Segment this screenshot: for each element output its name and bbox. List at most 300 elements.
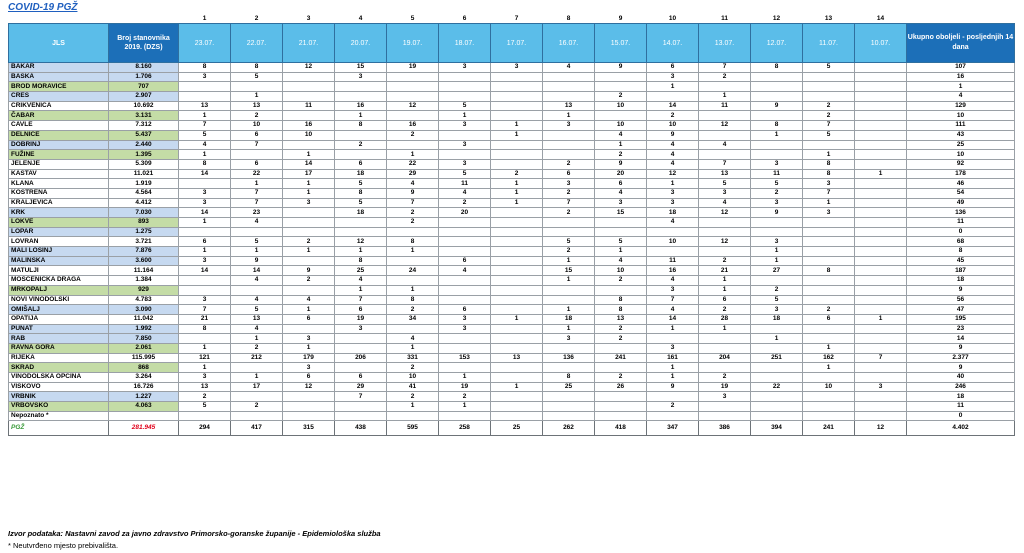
header-date: 16.07. bbox=[543, 24, 595, 63]
municipality-name: LOKVE bbox=[9, 218, 109, 228]
daily-case-count: 8 bbox=[803, 169, 855, 179]
daily-case-count: 5 bbox=[439, 101, 491, 111]
daily-case-count bbox=[751, 324, 803, 334]
daily-case-count bbox=[543, 227, 595, 237]
daily-case-count bbox=[335, 150, 387, 160]
daily-case-count: 8 bbox=[335, 121, 387, 131]
population-value: 16.726 bbox=[109, 382, 179, 392]
daily-case-count: 6 bbox=[179, 237, 231, 247]
daily-case-count bbox=[803, 82, 855, 92]
daily-case-count: 7 bbox=[231, 198, 283, 208]
daily-case-count: 10 bbox=[283, 130, 335, 140]
daily-case-count bbox=[179, 285, 231, 295]
header-date: 14.07. bbox=[647, 24, 699, 63]
municipality-name: KOSTRENA bbox=[9, 188, 109, 198]
daily-case-count: 1 bbox=[387, 150, 439, 160]
municipality-name: BAŠKA bbox=[9, 72, 109, 82]
daily-case-count: 1 bbox=[179, 111, 231, 121]
population-value: 2.907 bbox=[109, 92, 179, 102]
daily-case-count bbox=[803, 237, 855, 247]
daily-case-count bbox=[439, 276, 491, 286]
municipality-name: KRK bbox=[9, 208, 109, 218]
daily-case-count: 10 bbox=[595, 121, 647, 131]
daily-case-count bbox=[439, 150, 491, 160]
municipality-name: VRBOVSKO bbox=[9, 402, 109, 412]
daily-case-count bbox=[491, 159, 543, 169]
daily-case-count: 2 bbox=[699, 305, 751, 315]
daily-case-count: 3 bbox=[283, 198, 335, 208]
header-jls: JLS bbox=[9, 24, 109, 63]
daily-case-count: 7 bbox=[699, 63, 751, 73]
daily-case-count: 1 bbox=[595, 140, 647, 150]
daily-case-count: 5 bbox=[699, 179, 751, 189]
daily-case-count bbox=[543, 411, 595, 421]
daily-case-count: 4 bbox=[595, 130, 647, 140]
daily-case-count bbox=[335, 343, 387, 353]
daily-case-count: 5 bbox=[231, 237, 283, 247]
daily-case-count bbox=[491, 111, 543, 121]
daily-case-count: 8 bbox=[179, 324, 231, 334]
daily-case-count: 7 bbox=[647, 295, 699, 305]
daily-case-count bbox=[803, 92, 855, 102]
summary-daily-total: 595 bbox=[387, 421, 439, 436]
municipality-name: VIŠKOVO bbox=[9, 382, 109, 392]
municipality-name: OMIŠALJ bbox=[9, 305, 109, 315]
covid-table-wrapper bbox=[8, 14, 1014, 436]
daily-case-count: 3 bbox=[439, 159, 491, 169]
daily-case-count: 3 bbox=[439, 324, 491, 334]
daily-case-count bbox=[595, 285, 647, 295]
daily-case-count: 10 bbox=[595, 266, 647, 276]
total-case-count: 45 bbox=[907, 256, 1015, 266]
daily-case-count bbox=[491, 82, 543, 92]
daily-case-count: 4 bbox=[543, 63, 595, 73]
daily-case-count bbox=[699, 218, 751, 228]
daily-case-count: 13 bbox=[179, 101, 231, 111]
daily-case-count bbox=[751, 82, 803, 92]
daily-case-count bbox=[179, 179, 231, 189]
daily-case-count bbox=[491, 218, 543, 228]
daily-case-count: 2 bbox=[439, 198, 491, 208]
daily-case-count: 18 bbox=[647, 208, 699, 218]
daily-case-count: 19 bbox=[439, 382, 491, 392]
daily-case-count bbox=[855, 276, 907, 286]
daily-case-count bbox=[491, 256, 543, 266]
total-case-count: 10 bbox=[907, 150, 1015, 160]
table-row bbox=[9, 343, 1015, 353]
daily-case-count: 1 bbox=[387, 343, 439, 353]
daily-case-count bbox=[335, 92, 387, 102]
daily-case-count: 13 bbox=[231, 314, 283, 324]
daily-case-count: 2 bbox=[595, 92, 647, 102]
daily-case-count bbox=[699, 411, 751, 421]
population-value: 4.063 bbox=[109, 402, 179, 412]
daily-case-count: 1 bbox=[491, 179, 543, 189]
daily-case-count bbox=[491, 343, 543, 353]
daily-case-count: 3 bbox=[855, 382, 907, 392]
daily-case-count bbox=[855, 101, 907, 111]
daily-case-count: 12 bbox=[699, 237, 751, 247]
daily-case-count bbox=[179, 227, 231, 237]
daily-case-count bbox=[751, 140, 803, 150]
daily-case-count: 6 bbox=[439, 305, 491, 315]
column-number: 12 bbox=[751, 14, 803, 24]
daily-case-count: 1 bbox=[439, 373, 491, 383]
municipality-name: LOVRAN bbox=[9, 237, 109, 247]
daily-case-count: 18 bbox=[751, 314, 803, 324]
daily-case-count: 3 bbox=[803, 208, 855, 218]
daily-case-count bbox=[491, 373, 543, 383]
daily-case-count bbox=[803, 402, 855, 412]
table-row bbox=[9, 305, 1015, 315]
daily-case-count: 1 bbox=[647, 82, 699, 92]
daily-case-count: 3 bbox=[439, 63, 491, 73]
daily-case-count: 9 bbox=[387, 188, 439, 198]
daily-case-count bbox=[491, 324, 543, 334]
summary-row bbox=[9, 421, 1015, 436]
daily-case-count: 6 bbox=[231, 130, 283, 140]
daily-case-count: 3 bbox=[751, 305, 803, 315]
daily-case-count bbox=[803, 140, 855, 150]
daily-case-count: 6 bbox=[231, 159, 283, 169]
daily-case-count: 2 bbox=[387, 130, 439, 140]
population-value: 11.042 bbox=[109, 314, 179, 324]
table-row bbox=[9, 266, 1015, 276]
header-row bbox=[9, 24, 1015, 63]
population-value: 4.412 bbox=[109, 198, 179, 208]
daily-case-count bbox=[491, 101, 543, 111]
daily-case-count bbox=[855, 411, 907, 421]
daily-case-count bbox=[387, 140, 439, 150]
total-case-count: 14 bbox=[907, 334, 1015, 344]
daily-case-count bbox=[751, 276, 803, 286]
daily-case-count bbox=[855, 295, 907, 305]
daily-case-count: 4 bbox=[647, 159, 699, 169]
daily-case-count: 204 bbox=[699, 353, 751, 363]
daily-case-count: 12 bbox=[699, 208, 751, 218]
daily-case-count: 13 bbox=[231, 101, 283, 111]
daily-case-count: 41 bbox=[387, 382, 439, 392]
daily-case-count bbox=[491, 305, 543, 315]
daily-case-count bbox=[595, 111, 647, 121]
population-value: 4.564 bbox=[109, 188, 179, 198]
population-value: 10.692 bbox=[109, 101, 179, 111]
daily-case-count: 1 bbox=[231, 92, 283, 102]
population-value: 1.275 bbox=[109, 227, 179, 237]
daily-case-count bbox=[751, 402, 803, 412]
daily-case-count: 8 bbox=[231, 63, 283, 73]
total-case-count: 0 bbox=[907, 411, 1015, 421]
column-number: 1 bbox=[179, 14, 231, 24]
daily-case-count bbox=[543, 218, 595, 228]
daily-case-count bbox=[439, 285, 491, 295]
daily-case-count: 3 bbox=[647, 343, 699, 353]
column-number: 5 bbox=[387, 14, 439, 24]
total-case-count: 47 bbox=[907, 305, 1015, 315]
daily-case-count bbox=[699, 343, 751, 353]
total-case-count: 54 bbox=[907, 188, 1015, 198]
daily-case-count bbox=[231, 82, 283, 92]
daily-case-count: 1 bbox=[699, 92, 751, 102]
daily-case-count bbox=[803, 247, 855, 257]
daily-case-count: 5 bbox=[179, 130, 231, 140]
daily-case-count bbox=[387, 111, 439, 121]
daily-case-count bbox=[439, 247, 491, 257]
daily-case-count: 2 bbox=[387, 218, 439, 228]
table-row bbox=[9, 101, 1015, 111]
daily-case-count: 1 bbox=[699, 285, 751, 295]
daily-case-count: 3 bbox=[283, 334, 335, 344]
daily-case-count: 1 bbox=[595, 247, 647, 257]
daily-case-count: 16 bbox=[283, 121, 335, 131]
daily-case-count: 6 bbox=[699, 295, 751, 305]
table-row bbox=[9, 285, 1015, 295]
total-case-count: 8 bbox=[907, 247, 1015, 257]
header-total-14-days: Ukupno oboljeli - posljednjih 14 dana bbox=[907, 24, 1015, 63]
daily-case-count bbox=[491, 285, 543, 295]
table-row bbox=[9, 179, 1015, 189]
daily-case-count: 4 bbox=[231, 324, 283, 334]
municipality-name: KLANA bbox=[9, 179, 109, 189]
daily-case-count: 3 bbox=[179, 72, 231, 82]
daily-case-count: 4 bbox=[647, 305, 699, 315]
daily-case-count bbox=[439, 334, 491, 344]
daily-case-count: 8 bbox=[803, 159, 855, 169]
table-row bbox=[9, 130, 1015, 140]
daily-case-count: 331 bbox=[387, 353, 439, 363]
daily-case-count: 9 bbox=[283, 266, 335, 276]
daily-case-count bbox=[855, 218, 907, 228]
header-date: 18.07. bbox=[439, 24, 491, 63]
daily-case-count bbox=[855, 373, 907, 383]
daily-case-count: 1 bbox=[335, 111, 387, 121]
daily-case-count: 153 bbox=[439, 353, 491, 363]
daily-case-count: 1 bbox=[179, 218, 231, 228]
daily-case-count bbox=[543, 82, 595, 92]
daily-case-count bbox=[803, 295, 855, 305]
daily-case-count: 1 bbox=[491, 121, 543, 131]
summary-daily-total: 294 bbox=[179, 421, 231, 436]
daily-case-count: 3 bbox=[699, 392, 751, 402]
table-row bbox=[9, 169, 1015, 179]
daily-case-count bbox=[855, 82, 907, 92]
table-row bbox=[9, 63, 1015, 73]
daily-case-count: 2 bbox=[751, 285, 803, 295]
daily-case-count: 1 bbox=[387, 285, 439, 295]
daily-case-count bbox=[231, 150, 283, 160]
header-date: 10.07. bbox=[855, 24, 907, 63]
table-row bbox=[9, 247, 1015, 257]
daily-case-count bbox=[543, 140, 595, 150]
daily-case-count: 8 bbox=[543, 373, 595, 383]
daily-case-count: 11 bbox=[439, 179, 491, 189]
municipality-name: VINODOLSKA OPĆINA bbox=[9, 373, 109, 383]
daily-case-count: 4 bbox=[699, 140, 751, 150]
daily-case-count bbox=[803, 218, 855, 228]
daily-case-count: 14 bbox=[179, 169, 231, 179]
municipality-name: DELNICE bbox=[9, 130, 109, 140]
daily-case-count: 1 bbox=[751, 334, 803, 344]
population-value: 2.061 bbox=[109, 343, 179, 353]
daily-case-count: 18 bbox=[335, 169, 387, 179]
daily-case-count bbox=[543, 72, 595, 82]
total-case-count: 16 bbox=[907, 72, 1015, 82]
total-case-count: 18 bbox=[907, 276, 1015, 286]
daily-case-count: 2 bbox=[439, 392, 491, 402]
table-row bbox=[9, 324, 1015, 334]
daily-case-count: 5 bbox=[231, 72, 283, 82]
daily-case-count bbox=[803, 334, 855, 344]
summary-daily-total: 12 bbox=[855, 421, 907, 436]
daily-case-count: 4 bbox=[231, 295, 283, 305]
daily-case-count: 2 bbox=[387, 392, 439, 402]
table-row bbox=[9, 256, 1015, 266]
daily-case-count: 2 bbox=[543, 188, 595, 198]
table-row bbox=[9, 353, 1015, 363]
table-row bbox=[9, 111, 1015, 121]
daily-case-count bbox=[283, 324, 335, 334]
daily-case-count: 10 bbox=[231, 121, 283, 131]
daily-case-count bbox=[855, 227, 907, 237]
table-row bbox=[9, 140, 1015, 150]
daily-case-count: 12 bbox=[283, 63, 335, 73]
municipality-name: MRKOPALJ bbox=[9, 285, 109, 295]
daily-case-count: 15 bbox=[543, 266, 595, 276]
daily-case-count bbox=[595, 82, 647, 92]
daily-case-count: 5 bbox=[179, 402, 231, 412]
daily-case-count: 20 bbox=[595, 169, 647, 179]
daily-case-count: 1 bbox=[283, 150, 335, 160]
daily-case-count: 6 bbox=[647, 63, 699, 73]
daily-case-count: 12 bbox=[335, 237, 387, 247]
total-case-count: 111 bbox=[907, 121, 1015, 131]
daily-case-count bbox=[595, 343, 647, 353]
daily-case-count bbox=[595, 72, 647, 82]
population-value: 11.021 bbox=[109, 169, 179, 179]
daily-case-count: 3 bbox=[179, 295, 231, 305]
municipality-name: SKRAD bbox=[9, 363, 109, 373]
daily-case-count bbox=[439, 363, 491, 373]
daily-case-count bbox=[283, 208, 335, 218]
daily-case-count bbox=[855, 266, 907, 276]
daily-case-count: 7 bbox=[335, 392, 387, 402]
daily-case-count: 4 bbox=[231, 218, 283, 228]
daily-case-count: 3 bbox=[699, 188, 751, 198]
population-value: 1.384 bbox=[109, 276, 179, 286]
column-number: 2 bbox=[231, 14, 283, 24]
daily-case-count bbox=[231, 392, 283, 402]
column-number: 11 bbox=[699, 14, 751, 24]
daily-case-count bbox=[699, 130, 751, 140]
population-value: 3.131 bbox=[109, 111, 179, 121]
daily-case-count: 6 bbox=[335, 159, 387, 169]
column-number: 4 bbox=[335, 14, 387, 24]
daily-case-count: 1 bbox=[439, 402, 491, 412]
daily-case-count: 1 bbox=[335, 285, 387, 295]
daily-case-count: 19 bbox=[335, 314, 387, 324]
daily-case-count: 162 bbox=[803, 353, 855, 363]
daily-case-count: 28 bbox=[699, 314, 751, 324]
daily-case-count: 3 bbox=[335, 324, 387, 334]
municipality-name: JELENJE bbox=[9, 159, 109, 169]
daily-case-count bbox=[751, 343, 803, 353]
daily-case-count bbox=[387, 256, 439, 266]
daily-case-count bbox=[803, 227, 855, 237]
daily-case-count: 5 bbox=[543, 237, 595, 247]
daily-case-count bbox=[855, 130, 907, 140]
daily-case-count: 9 bbox=[595, 159, 647, 169]
table-body bbox=[9, 63, 1015, 436]
municipality-name: NOVI VINODOLSKI bbox=[9, 295, 109, 305]
total-case-count: 9 bbox=[907, 363, 1015, 373]
daily-case-count: 1 bbox=[647, 324, 699, 334]
daily-case-count: 6 bbox=[335, 373, 387, 383]
daily-case-count: 1 bbox=[491, 130, 543, 140]
daily-case-count bbox=[231, 411, 283, 421]
total-case-count: 1 bbox=[907, 82, 1015, 92]
daily-case-count bbox=[647, 411, 699, 421]
daily-case-count: 1 bbox=[855, 169, 907, 179]
daily-case-count: 2 bbox=[595, 150, 647, 160]
daily-case-count: 7 bbox=[179, 305, 231, 315]
total-case-count: 2.377 bbox=[907, 353, 1015, 363]
daily-case-count: 5 bbox=[803, 63, 855, 73]
daily-case-count: 1 bbox=[803, 363, 855, 373]
daily-case-count: 4 bbox=[231, 276, 283, 286]
daily-case-count: 179 bbox=[283, 353, 335, 363]
total-case-count: 18 bbox=[907, 392, 1015, 402]
daily-case-count bbox=[855, 188, 907, 198]
daily-case-count bbox=[491, 363, 543, 373]
summary-grand-total: 4.402 bbox=[907, 421, 1015, 436]
daily-case-count bbox=[751, 363, 803, 373]
daily-case-count: 1 bbox=[283, 247, 335, 257]
daily-case-count: 1 bbox=[803, 150, 855, 160]
daily-case-count: 14 bbox=[179, 266, 231, 276]
daily-case-count bbox=[387, 72, 439, 82]
daily-case-count bbox=[231, 227, 283, 237]
daily-case-count bbox=[751, 111, 803, 121]
daily-case-count: 9 bbox=[231, 256, 283, 266]
daily-case-count: 3 bbox=[751, 237, 803, 247]
daily-case-count: 3 bbox=[647, 285, 699, 295]
population-value: 7.312 bbox=[109, 121, 179, 131]
daily-case-count bbox=[595, 218, 647, 228]
column-number: 3 bbox=[283, 14, 335, 24]
daily-case-count bbox=[491, 295, 543, 305]
daily-case-count bbox=[491, 237, 543, 247]
population-value: 1.395 bbox=[109, 150, 179, 160]
daily-case-count bbox=[231, 285, 283, 295]
daily-case-count bbox=[595, 411, 647, 421]
daily-case-count: 1 bbox=[751, 130, 803, 140]
daily-case-count bbox=[179, 82, 231, 92]
population-value: 5.437 bbox=[109, 130, 179, 140]
total-case-count: 49 bbox=[907, 198, 1015, 208]
daily-case-count: 25 bbox=[543, 382, 595, 392]
daily-case-count: 3 bbox=[803, 179, 855, 189]
total-case-count: 136 bbox=[907, 208, 1015, 218]
total-case-count: 10 bbox=[907, 111, 1015, 121]
daily-case-count: 3 bbox=[179, 198, 231, 208]
daily-case-count: 2 bbox=[699, 373, 751, 383]
summary-daily-total: 438 bbox=[335, 421, 387, 436]
daily-case-count: 4 bbox=[647, 140, 699, 150]
daily-case-count: 4 bbox=[179, 140, 231, 150]
daily-case-count: 6 bbox=[595, 179, 647, 189]
daily-case-count: 2 bbox=[179, 392, 231, 402]
daily-case-count bbox=[699, 334, 751, 344]
